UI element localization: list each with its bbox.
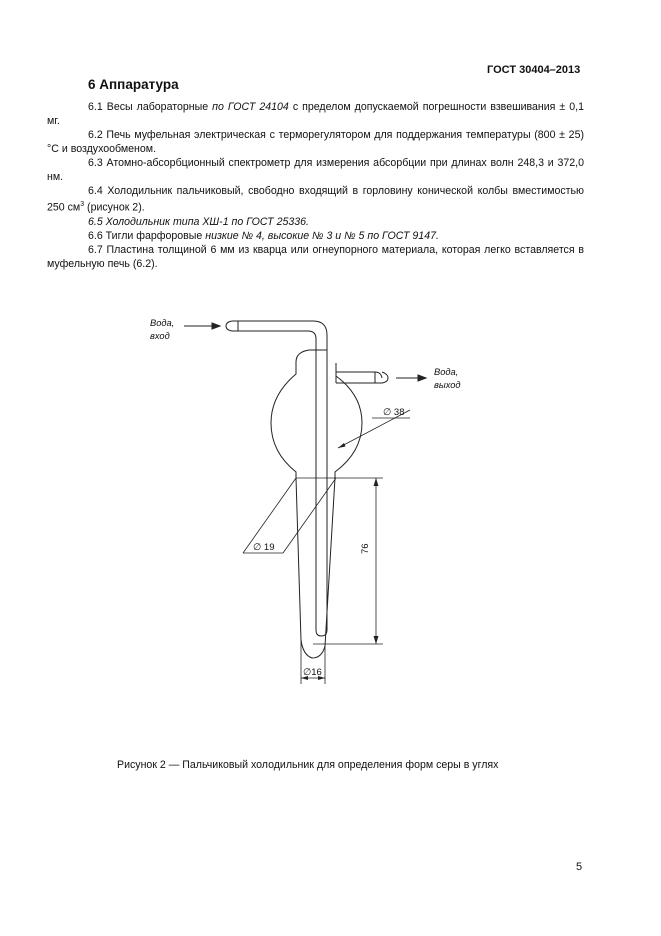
dim-tip-label: ∅16 — [303, 667, 322, 678]
outlet-label-line2: выход — [434, 380, 461, 390]
section-title: 6 Аппаратура — [88, 77, 179, 92]
paragraph-6-3: 6.3 Атомно-абсорбционный спектрометр для измерения абсорбции при длинах волн 248,3 и 372,0 нм. — [47, 157, 584, 183]
inlet-nozzle — [226, 321, 232, 331]
gost-reference: по ГОСТ 24104 — [212, 101, 289, 113]
standard-code: ГОСТ 30404–2013 — [487, 64, 581, 76]
figure-caption: Рисунок 2 — Пальчиковый холодильник для определения форм серы в углях — [117, 759, 499, 771]
paragraph-6-2: 6.2 Печь муфельная электрическая с терморегулятором для поддержания температуры (800 ± 25) °С и воздухообменом. — [47, 129, 584, 155]
paragraph-6-5: 6.5 Холодильник типа ХШ-1 по ГОСТ 25336. — [88, 215, 309, 228]
inlet-label-line2: вход — [150, 331, 170, 341]
dim-bulb-label: ∅ 38 — [383, 407, 405, 418]
page-number: 5 — [576, 861, 583, 873]
inlet-label-line1: Вода, — [150, 318, 175, 328]
paragraph-6-4: 6.4 Холодильник пальчиковый, свободно входящий в горловину конической колбы вместимостью 250 $см^3$ (рисунок 2). — [47, 185, 584, 214]
inlet-tube-inner — [232, 331, 316, 630]
dim-neck-label: ∅ 19 — [253, 542, 275, 553]
outlet-nozzle — [382, 372, 388, 383]
inlet-tube-outer — [232, 321, 327, 630]
paragraph-6-6: 6.6 Тигли фарфоровые низкие № 4, высокие № 3 и № 5 по ГОСТ 9147. — [88, 229, 439, 242]
outlet-label-line1: Вода, — [434, 367, 459, 377]
dim-length-label: 76 — [360, 543, 371, 554]
paragraph-6-7: 6.7 Пластина толщиной 6 мм из кварца или огнеупорного материала, которая легко вставляется в муфельную печь (6.2). — [47, 243, 584, 270]
paragraph-6-1: 6.1 Весы лабораторные по ГОСТ 24104 с пределом допускаемой погрешности взвешивания ± 0,1 мг. — [47, 101, 584, 127]
